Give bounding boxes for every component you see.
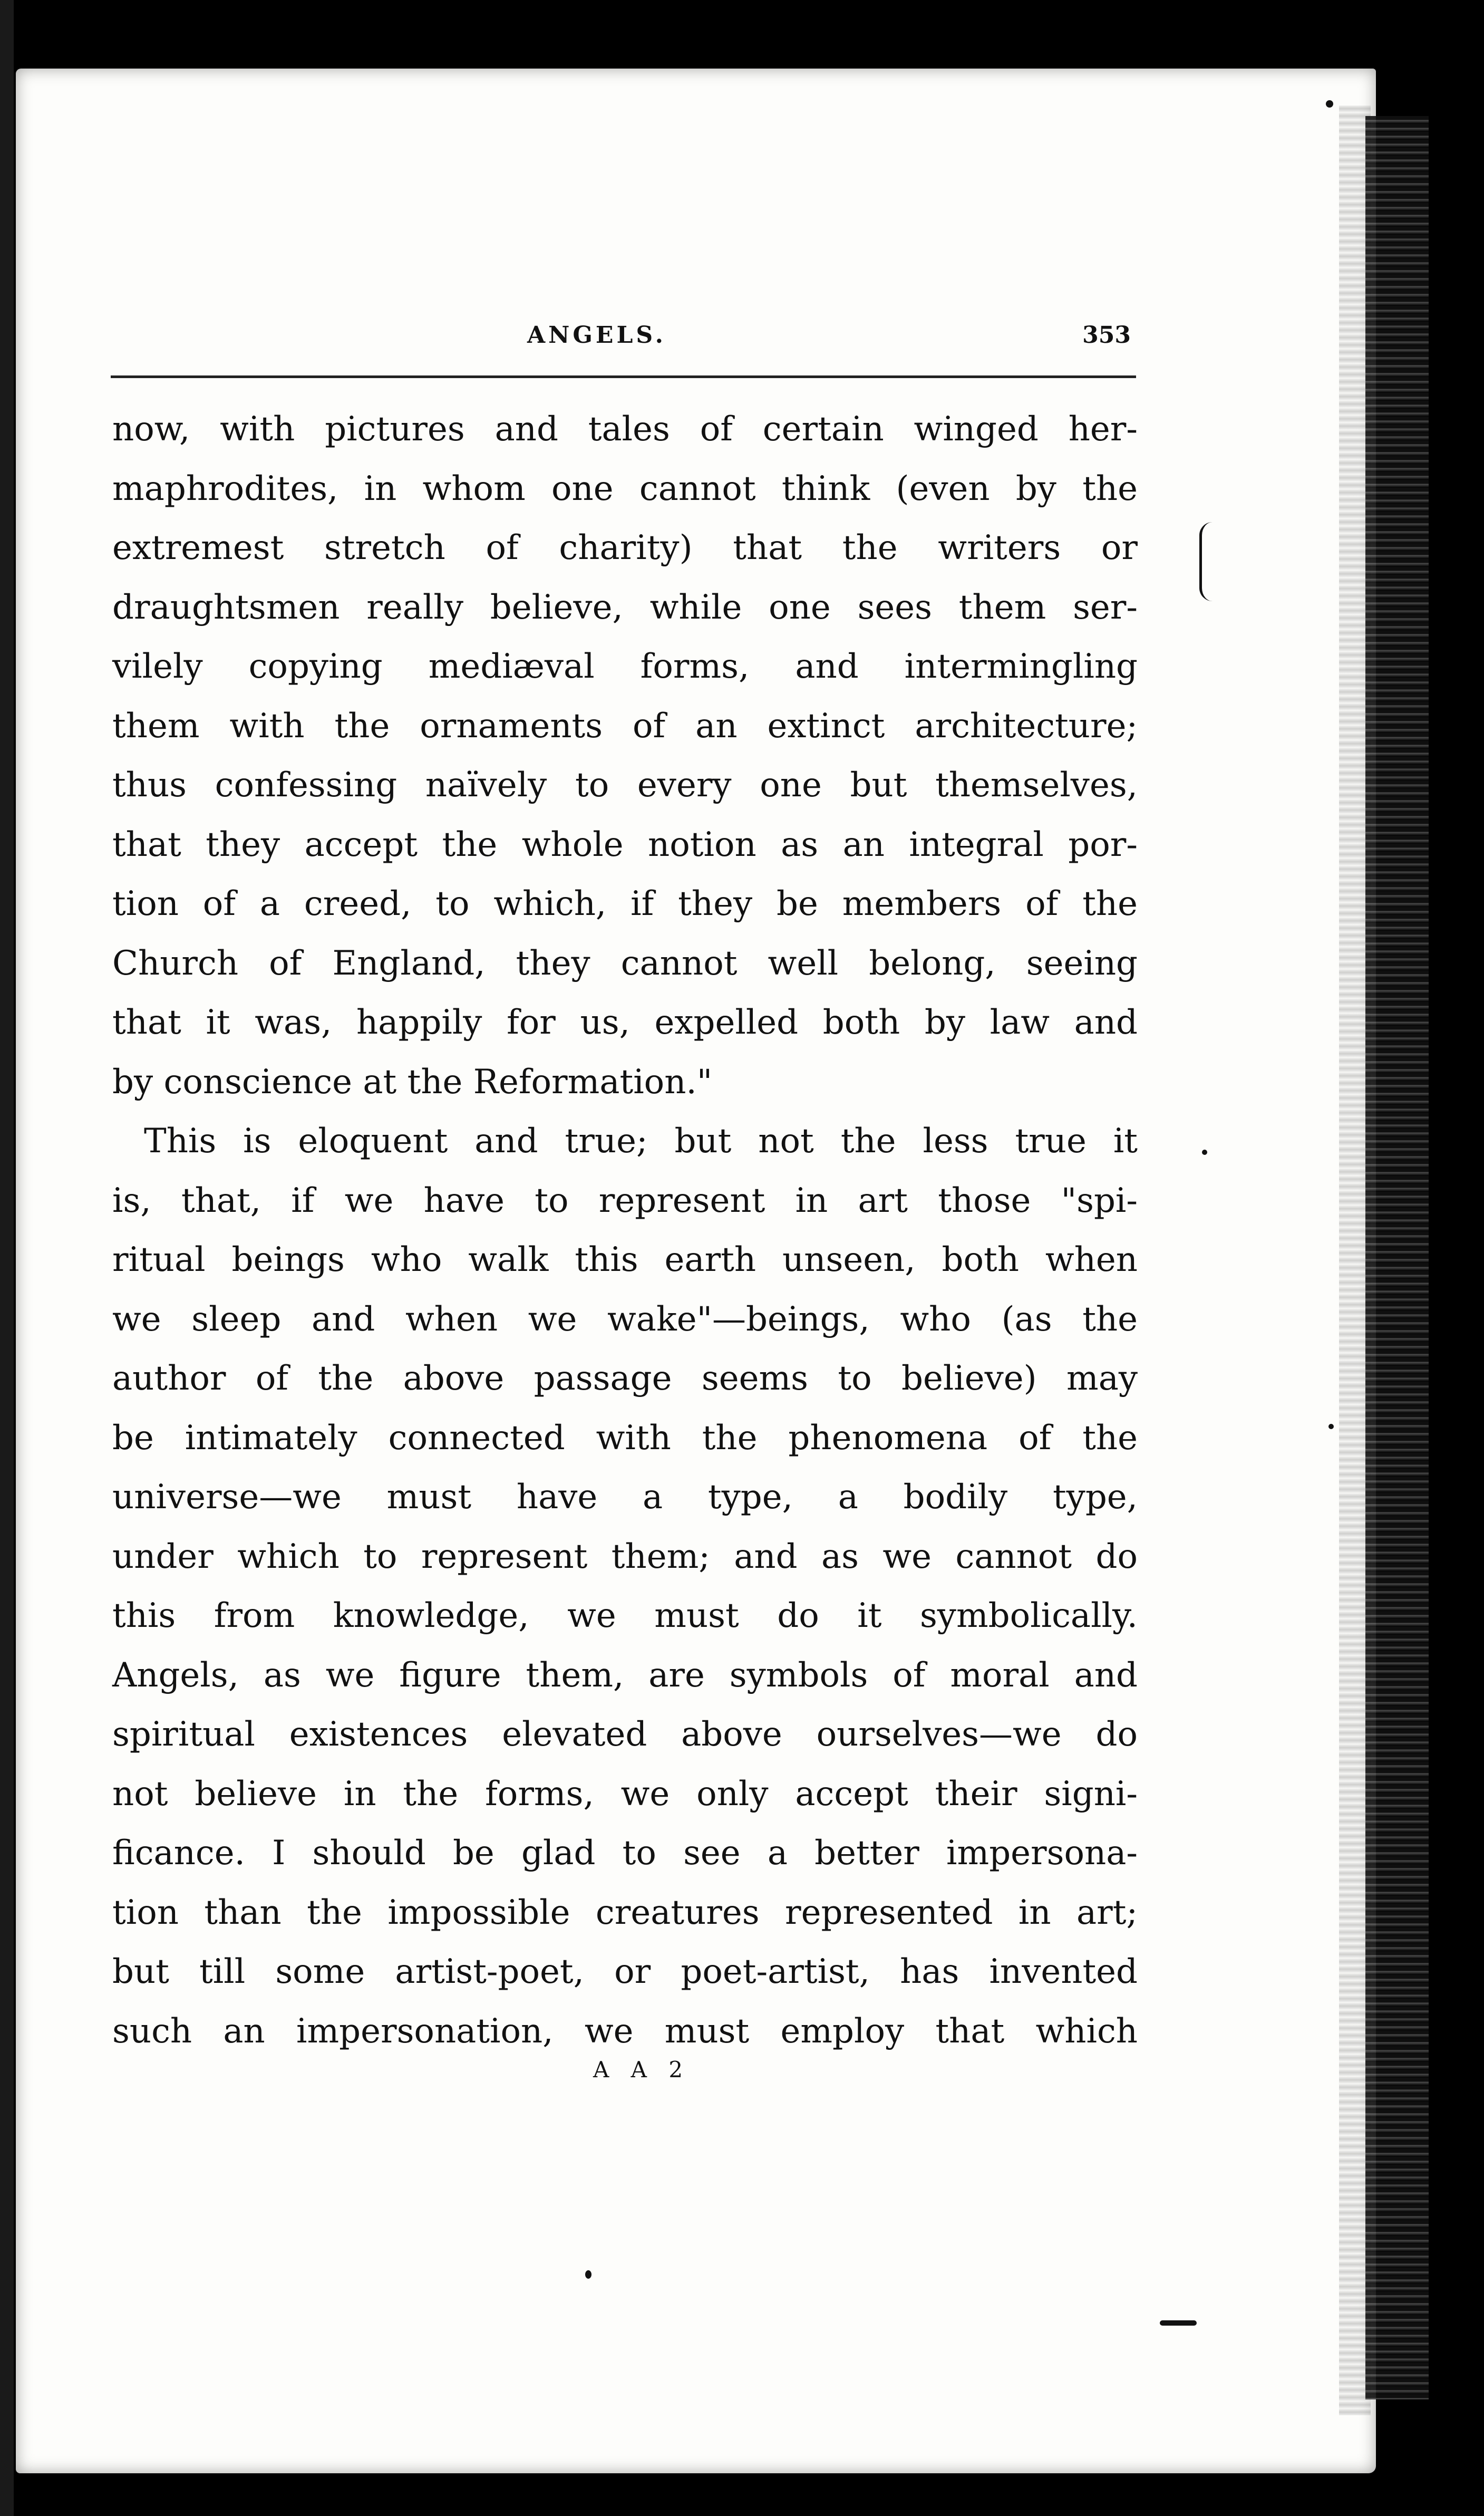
text-line: Church of England, they cannot well belong, seeing [112, 943, 1138, 983]
text-line: this from knowledge, we must do it symbolically. [112, 1596, 1138, 1635]
text-line: extremest stretch of charity) that the writers or [112, 528, 1138, 567]
text-line: that it was, happily for us, expelled both by law and [112, 1003, 1138, 1042]
text-line: be intimately connected with the phenomena of the [112, 1418, 1138, 1458]
text-line: such an impersonation, we must employ that which [112, 2011, 1138, 2051]
text-line: draughtsmen really believe, while one sees them ser- [112, 587, 1138, 627]
text-line: spiritual existences elevated above ourselves—we do [112, 1715, 1138, 1754]
speck-mark [1326, 100, 1333, 108]
text-line: now, with pictures and tales of certain winged her- [112, 410, 1138, 449]
page-header [113, 322, 1131, 369]
page-number: 353 [1082, 322, 1131, 349]
speck-mark [585, 2270, 591, 2279]
text-line: thus confessing naïvely to every one but themselves, [112, 766, 1138, 805]
text-line: tion of a creed, to which, if they be members of the [112, 884, 1138, 923]
text-line: maphrodites, in whom one cannot think (even by the [112, 469, 1138, 508]
margin-bracket-mark [1199, 522, 1213, 601]
text-line: tion than the impossible creatures represented in art; [112, 1893, 1138, 1932]
signature-mark: A A 2 [593, 2057, 691, 2083]
text-line: them with the ornaments of an extinct architecture; [112, 706, 1138, 746]
page-right-edge [1365, 116, 1429, 2399]
text-line: ritual beings who walk this earth unseen, both when [112, 1240, 1138, 1279]
text-line: by conscience at the Reformation." [112, 1062, 713, 1102]
speck-mark [1202, 1150, 1207, 1155]
text-line: ficance. I should be glad to see a better impersona- [112, 1834, 1138, 1873]
text-line: vilely copying mediæval forms, and intermingling [112, 647, 1138, 686]
text-line: Angels, as we figure them, are symbols of moral and [112, 1655, 1138, 1695]
text-line: author of the above passage seems to believe) may [112, 1359, 1138, 1398]
header-rule [111, 375, 1136, 378]
speck-mark [1328, 1424, 1334, 1429]
text-line: we sleep and when we wake"—beings, who (as the [112, 1299, 1138, 1339]
running-title: ANGELS. [527, 322, 666, 349]
paragraph-start-line: This is eloquent and true; but not the less true it [144, 1122, 1138, 1161]
text-line: that they accept the whole notion as an integral por- [112, 825, 1138, 864]
text-line: is, that, if we have to represent in art those "spi- [112, 1181, 1138, 1220]
speck-mark [1160, 2320, 1197, 2326]
body-text [112, 400, 1138, 2061]
text-line: under which to represent them; and as we cannot do [112, 1537, 1138, 1576]
text-line: universe—we must have a type, a bodily type, [112, 1478, 1138, 1517]
text-line: but till some artist-poet, or poet-artist, has invented [112, 1952, 1138, 1991]
text-line: not believe in the forms, we only accept their signi- [112, 1774, 1138, 1814]
page-left-edge [0, 0, 14, 2516]
